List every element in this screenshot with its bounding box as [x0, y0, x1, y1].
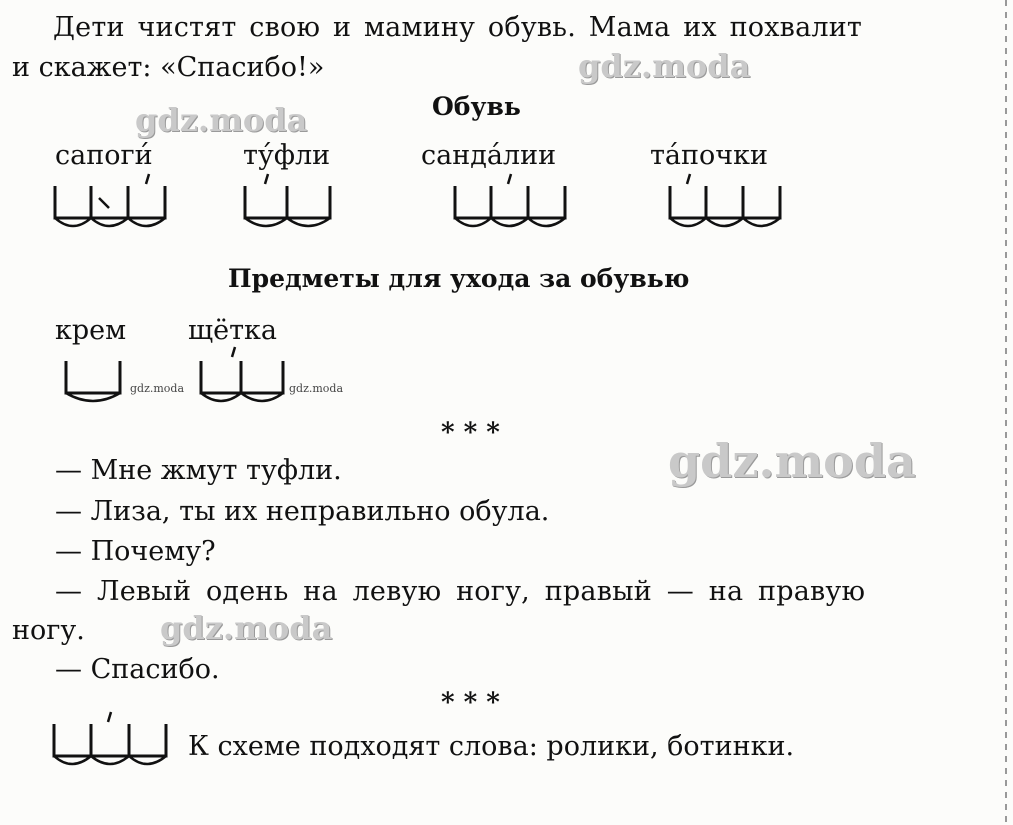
- scheme-krem: [64, 355, 124, 414]
- scheme-sapogi: [53, 174, 168, 240]
- section-title-shoes: Обувь: [432, 92, 521, 121]
- syllable-scheme-icon: [52, 712, 172, 774]
- word-shchetka: щётка: [188, 315, 277, 346]
- watermark-logo: gdz.moda: [135, 101, 308, 139]
- dialogue-line-1: — Мне жмут туфли.: [55, 455, 342, 486]
- separator-2: * * *: [441, 688, 500, 718]
- syllable-scheme-icon: [453, 174, 568, 236]
- scheme-tufli: [243, 174, 333, 240]
- dialogue-line-3: — Почему?: [55, 536, 216, 567]
- scheme-sandalii: [453, 174, 568, 240]
- word-sandalii: санда́лии: [421, 140, 557, 171]
- word-sapogi: сапоги́: [55, 140, 153, 171]
- watermark-logo: gdz.moda: [160, 609, 333, 647]
- syllable-scheme-icon: [199, 345, 289, 410]
- watermark-logo-small: gdz.moda: [289, 382, 344, 395]
- scheme-shchetka: [199, 345, 289, 414]
- watermark-logo-small: gdz.moda: [130, 382, 185, 395]
- word-tufli: ту́фли: [243, 140, 331, 171]
- syllable-scheme-icon: [668, 174, 783, 236]
- separator-1: * * *: [441, 418, 500, 448]
- syllable-scheme-icon: [53, 174, 168, 236]
- page-edge-divider: [1005, 0, 1007, 825]
- section-title-care: Предметы для ухода за обувью: [228, 264, 690, 293]
- syllable-scheme-icon: [64, 355, 124, 410]
- dialogue-line-2: — Лиза, ты их неправильно обула.: [55, 496, 550, 527]
- dialogue-line-4b: ногу.: [12, 615, 85, 646]
- watermark-logo: gdz.moda: [668, 434, 916, 488]
- intro-line-1: Дети чистят свою и мамину обувь. Мама их похвалит: [53, 12, 863, 43]
- scheme-answer-text: К схеме подходят слова: ролики, ботинки.: [188, 731, 795, 762]
- syllable-scheme-icon: [243, 174, 333, 236]
- scheme-answer: [52, 712, 172, 778]
- dialogue-line-5: — Спасибо.: [55, 654, 220, 685]
- word-krem: крем: [55, 315, 127, 346]
- word-tapochki: та́почки: [650, 140, 769, 171]
- watermark-logo: gdz.moda: [578, 47, 751, 85]
- intro-line-2: и скажет: «Спасибо!»: [12, 52, 325, 83]
- dialogue-line-4a: — Левый одень на левую ногу, правый — на правую: [55, 576, 866, 607]
- scheme-tapochki: [668, 174, 783, 240]
